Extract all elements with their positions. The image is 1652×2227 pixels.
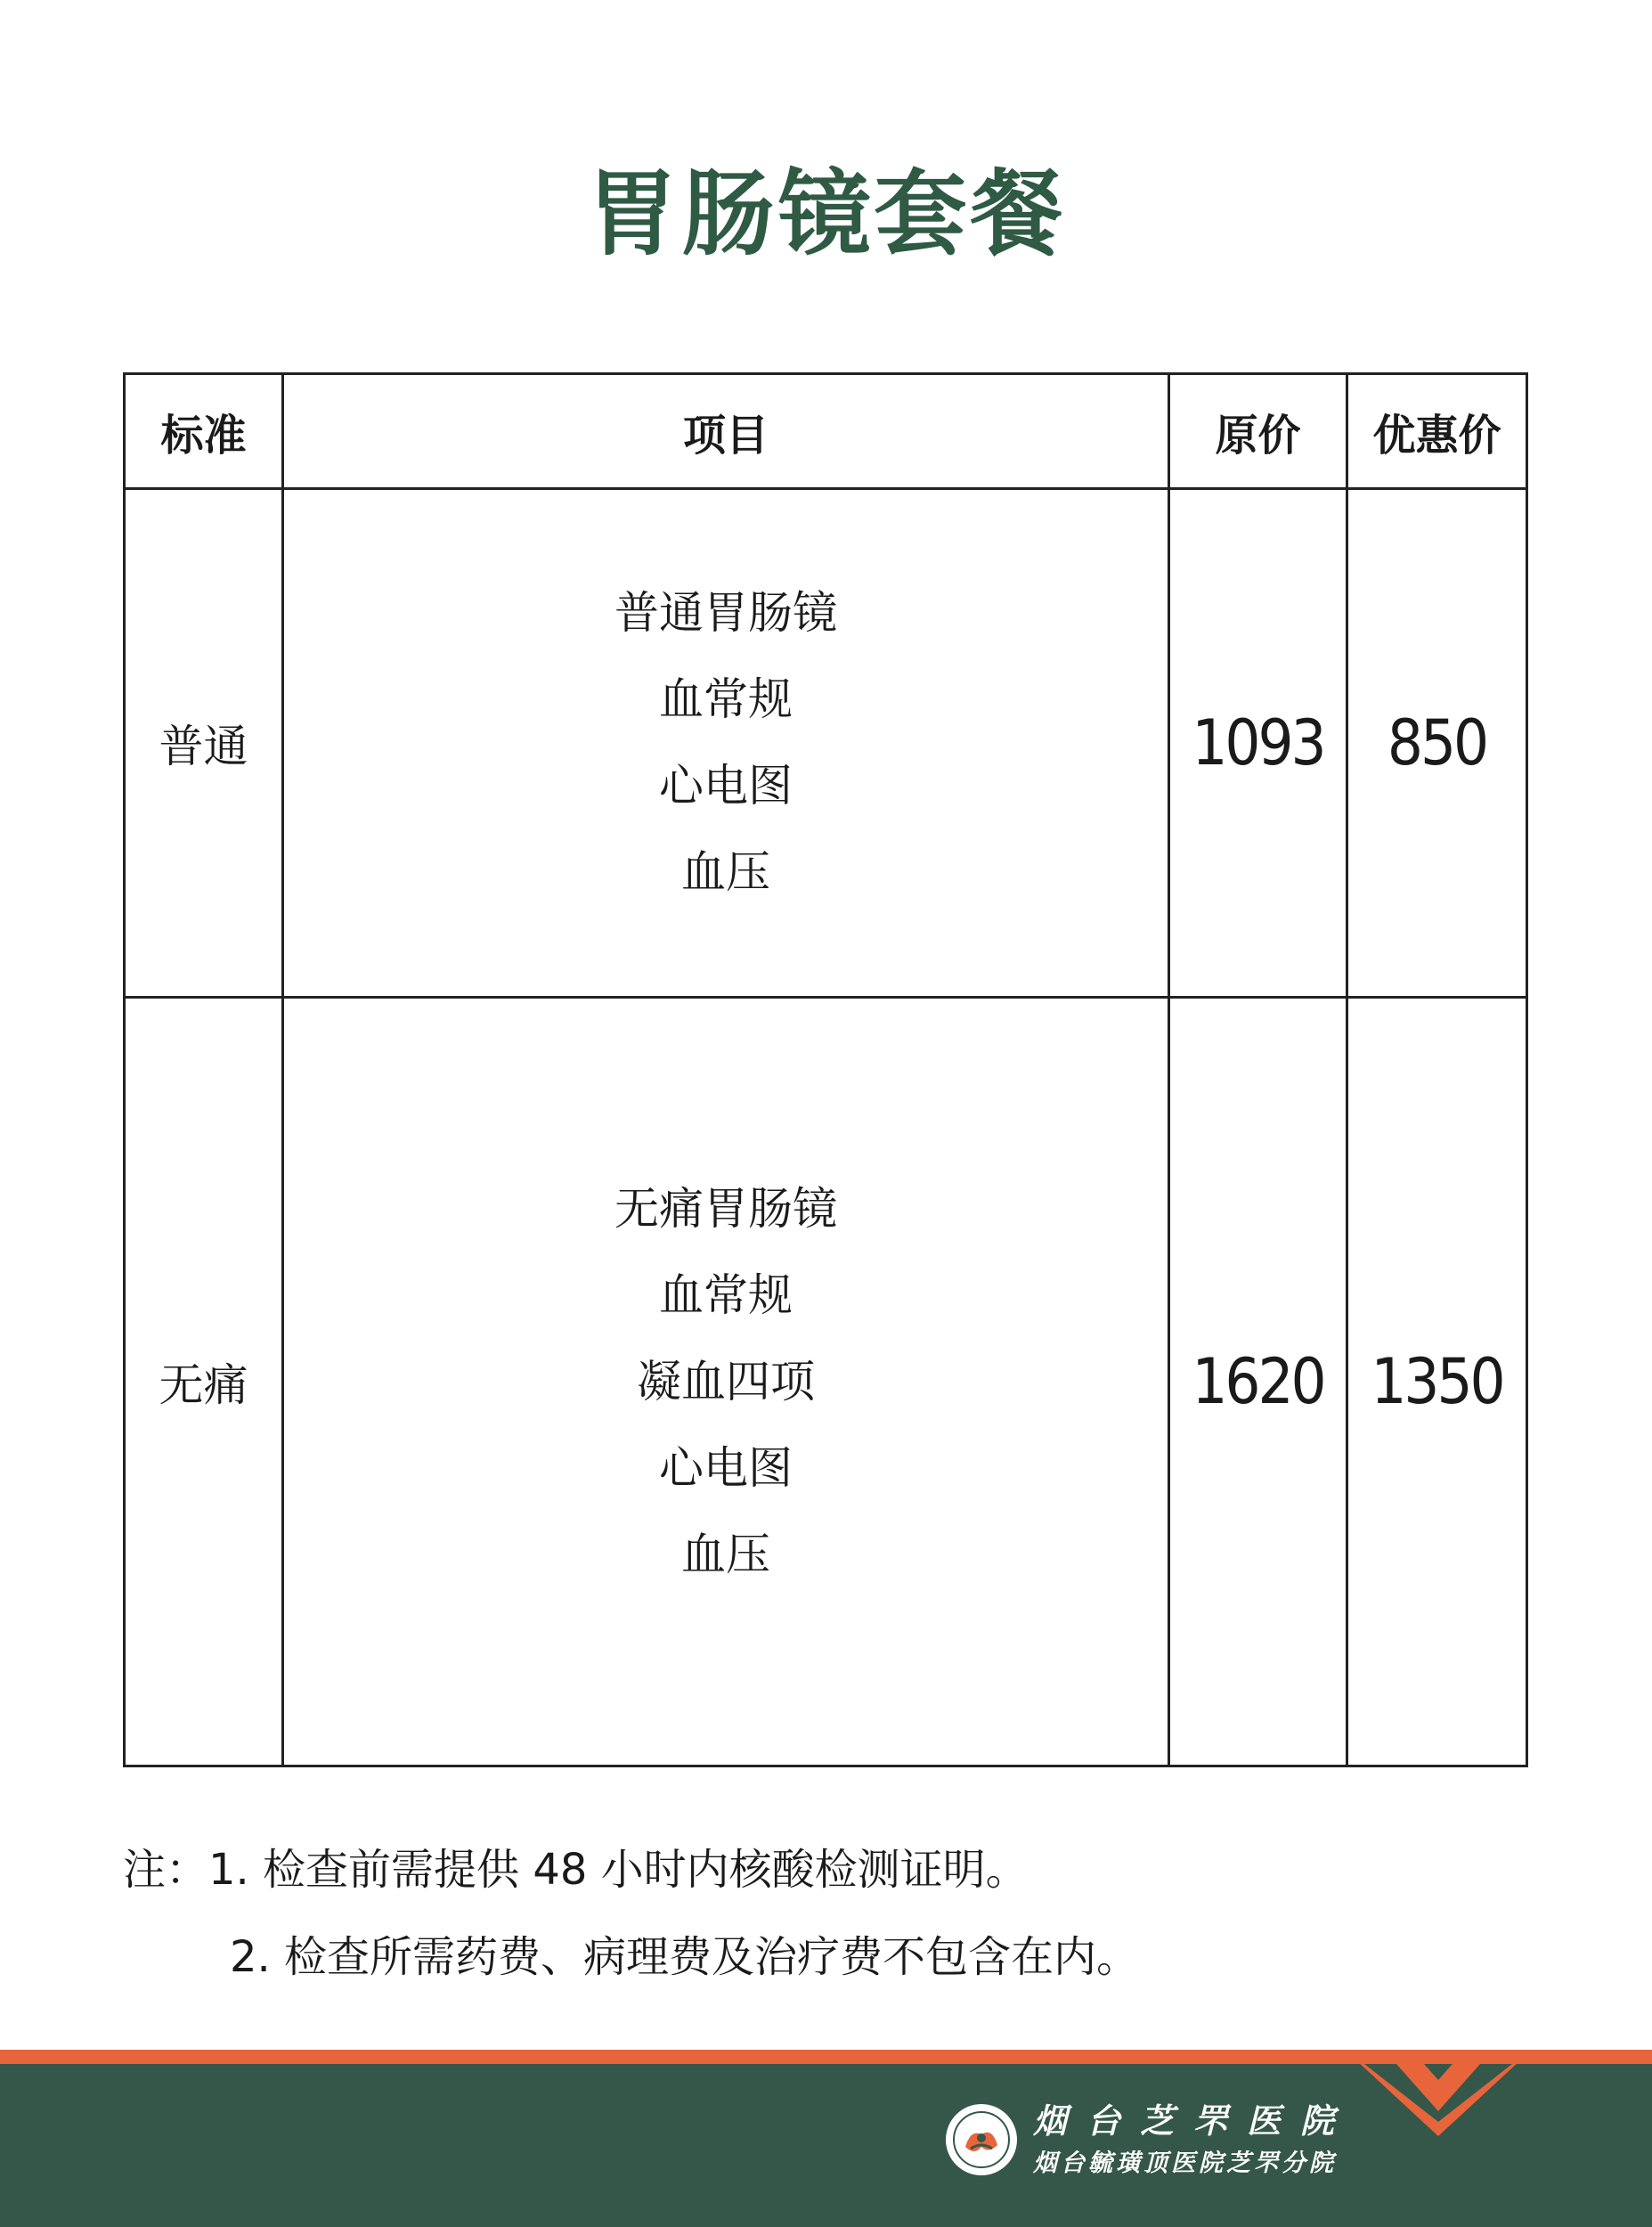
hospital-subtitle: 烟台毓璜顶医院芝罘分院	[1033, 2150, 1337, 2177]
header-original-price: 原价	[1169, 374, 1347, 489]
row-original-price: 1093	[1169, 489, 1347, 998]
item-line: 血压	[681, 846, 770, 898]
table-row	[125, 489, 1527, 998]
row-items	[283, 489, 1169, 998]
header-discount-price: 优惠价	[1347, 374, 1527, 489]
page-title: 胃肠镜套餐	[585, 159, 1067, 268]
item-line: 血常规	[659, 673, 793, 725]
footer-chevron-icon	[0, 2040, 1652, 2147]
table-header-row	[125, 374, 1527, 489]
item-line: 血压	[681, 1528, 770, 1580]
header-items: 项目	[283, 374, 1169, 489]
price-table	[123, 372, 1528, 1767]
row-original-price: 1620	[1169, 998, 1347, 1766]
item-line: 普通胃肠镜	[614, 587, 837, 639]
row-discount-price: 850	[1347, 489, 1527, 998]
row-standard: 普通	[125, 489, 283, 998]
hospital-logo-icon	[944, 2102, 1019, 2177]
item-line: 血常规	[659, 1268, 793, 1321]
item-line: 心电图	[659, 1441, 793, 1494]
row-standard: 无痛	[125, 998, 283, 1766]
item-line: 心电图	[659, 760, 793, 812]
item-line: 凝血四项	[637, 1355, 815, 1407]
note-line-1: 注：1. 检查前需提供 48 小时内核酸检测证明。	[123, 1845, 1029, 1895]
row-discount-price: 1350	[1347, 998, 1527, 1766]
table-row	[125, 998, 1527, 1766]
note-line-2: 2. 检查所需药费、病理费及治疗费不包含在内。	[230, 1932, 1140, 1982]
hospital-name: 烟台芝罘医院	[1033, 2101, 1355, 2141]
notes	[123, 1826, 1139, 2001]
header-standard: 标准	[125, 374, 283, 489]
row-items	[283, 998, 1169, 1766]
item-line: 无痛胃肠镜	[614, 1182, 837, 1235]
